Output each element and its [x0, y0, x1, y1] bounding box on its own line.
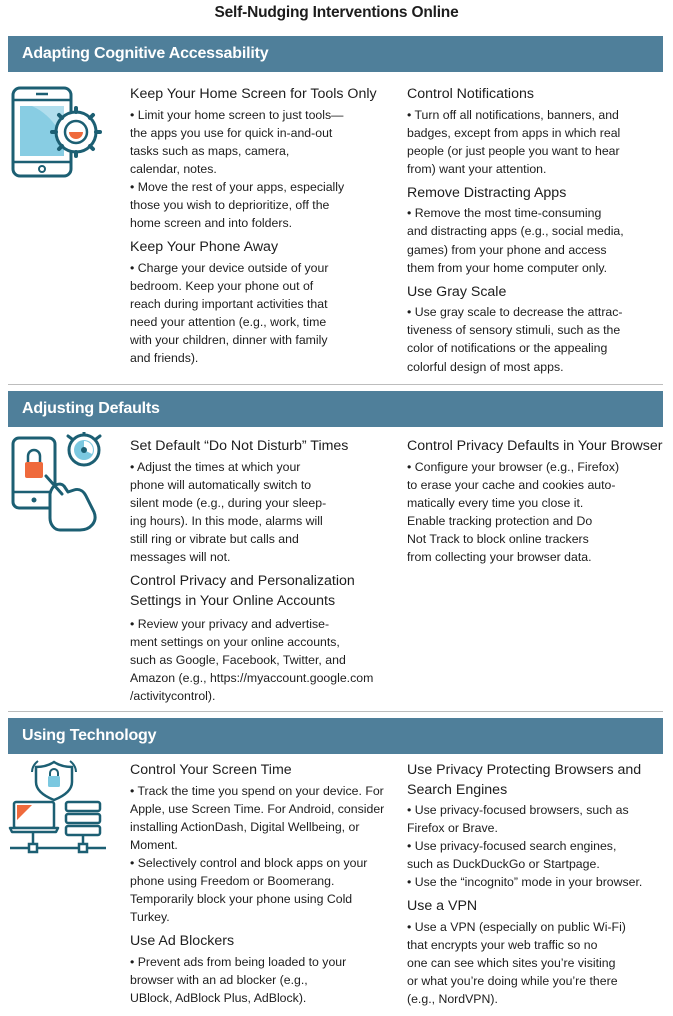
section-header-adapting-cognitive: Adapting Cognitive Accessability	[8, 36, 663, 72]
bullet-text: • Limit your home screen to just tools— the apps you use for quick in-and-out tasks such as maps, camera, calendar, notes.	[130, 106, 395, 178]
bullet-text: • Use privacy-focused browsers, such as Firefox or Brave.	[407, 801, 669, 837]
section-header-using-technology: Using Technology	[8, 718, 663, 754]
item-title: Use Privacy Protecting Browsers and Search Engines	[407, 762, 642, 798]
section-1-right-column	[407, 85, 667, 376]
bullet-text: • Charge your device outside of your bedroom. Keep your phone out of reach during important activities that need your attention (e.g., work, time with your children, dinner with family and friends).	[130, 259, 395, 368]
item-title: Control Notifications	[407, 86, 534, 102]
section-header-adjusting-defaults: Adjusting Defaults	[8, 391, 663, 427]
bullet-text: • Move the rest of your apps, especially those you wish to deprioritize, off the home screen and into folders.	[130, 178, 395, 232]
item-title: Use Ad Blockers	[130, 933, 235, 950]
bullet-text: • Use a VPN (especially on public Wi-Fi) that encrypts your web traffic so no one can see which sites you’re visiting or what you’re doing while you’re there (e.g., NordVPN).	[407, 918, 669, 1008]
bullet-text: • Review your privacy and advertise- ment settings on your online accounts, such as Google, Facebook, Twitter, and Amazon (e.g., https://myaccount.google.com /activitycontrol).	[130, 615, 400, 705]
bullet-text: • Use gray scale to decrease the attrac- tiveness of sensory stimuli, such as the color of notifications or the appealing colorful design of most apps.	[407, 303, 667, 375]
item-title: Keep Your Phone Away	[130, 239, 279, 256]
item-title: Use Gray Scale	[407, 283, 507, 300]
item-title: Control Privacy and Personalization Settings in Your Online Accounts	[130, 573, 355, 609]
item-title: Control Privacy Defaults in Your Browser	[407, 438, 663, 454]
bullet-text: • Configure your browser (e.g., Firefox) to erase your cache and cookies auto- matically every time you close it. Enable tracking protection and Do Not Track to block online trackers from collecting your browser data.	[407, 458, 669, 567]
laptop-shield-network-icon	[8, 758, 108, 858]
bullet-text: • Prevent ads from being loaded to your browser with an ad blocker (e.g., UBlock, AdBlock Plus, AdBlock).	[130, 953, 400, 1007]
item-title: Use a VPN	[407, 898, 478, 915]
page-title: Self-Nudging Interventions Online	[214, 4, 459, 21]
smartphone-settings-icon	[10, 86, 102, 178]
item-title: Set Default “Do Not Disturb” Times	[130, 438, 349, 454]
bullet-text: • Selectively control and block apps on your phone using Freedom or Boomerang. Temporarily block your phone using Cold Turkey.	[130, 854, 400, 926]
bullet-text: • Remove the most time-consuming and distracting apps (e.g., social media, games) from your phone and access them from your home computer only.	[407, 204, 667, 276]
bullet-text: • Adjust the times at which your phone will automatically switch to silent mode (e.g., during your sleep- ing hours). In this mode, alarms will still ring or vibrate but calls and messages will not.	[130, 458, 400, 567]
section-3-right-column	[407, 761, 669, 1008]
item-title: Control Your Screen Time	[130, 762, 292, 778]
section-divider	[8, 711, 663, 712]
bullet-text: • Track the time you spend on your device. For Apple, use Screen Time. For Android, consider installing ActionDash, Digital Wellbeing, or Moment.	[130, 782, 400, 854]
bullet-text: • Use privacy-focused search engines, such as DuckDuckGo or Startpage.	[407, 837, 669, 873]
item-title: Keep Your Home Screen for Tools Only	[130, 86, 377, 102]
bullet-text: • Turn off all notifications, banners, and badges, except from apps in which real people (or just people you want to hear from) want your attention.	[407, 106, 667, 178]
section-divider	[8, 384, 663, 385]
phone-timer-hand-icon	[10, 432, 106, 532]
section-2-right-column	[407, 437, 669, 566]
item-title: Remove Distracting Apps	[407, 184, 567, 201]
section-1-left-column	[130, 85, 395, 367]
section-3-left-column	[130, 761, 400, 1007]
bullet-text: • Use the “incognito” mode in your browser.	[407, 873, 669, 891]
section-2-left-column	[130, 437, 400, 706]
